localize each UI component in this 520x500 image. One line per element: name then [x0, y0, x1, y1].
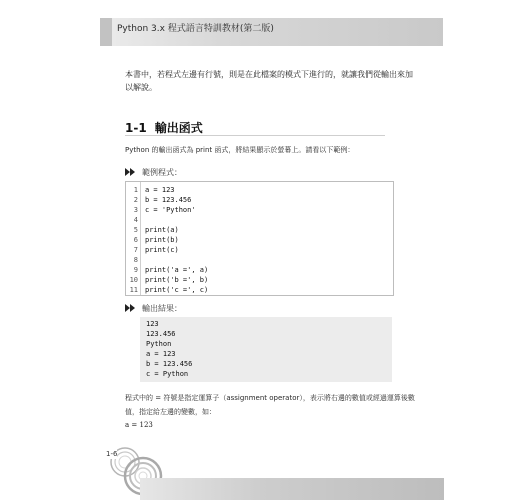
line-number: 6 [133, 236, 138, 244]
code-line [126, 255, 393, 265]
code-listing [125, 181, 394, 296]
code-line [126, 235, 393, 245]
code-text: a = 123 [145, 186, 175, 194]
code-line [126, 275, 393, 285]
section-title-text: 輸出函式 [154, 121, 203, 135]
line-number: 7 [133, 246, 138, 254]
code-line [126, 185, 393, 195]
intro-paragraph: 本書中，若程式左邊有行號，則是在此檔案的模式下進行的，就讓我們從輸出來加以解說。 [125, 70, 413, 92]
line-number: 10 [129, 276, 138, 284]
book-title: Python 3.x 程式語言特訓教材(第二版) [117, 24, 274, 34]
output-line: c = Python [146, 370, 189, 378]
code-text: print(b) [145, 236, 179, 244]
code-line [126, 225, 393, 235]
footer-bar [140, 478, 444, 500]
code-line [126, 265, 393, 275]
line-number: 2 [133, 196, 138, 204]
code-text: print('c =', c) [145, 286, 209, 294]
page-number: 1-6 [106, 450, 118, 458]
double-arrow-icon [125, 304, 138, 312]
code-text: c = 'Python' [145, 206, 196, 214]
line-number: 3 [133, 206, 138, 214]
code-line [126, 195, 393, 205]
code-line [126, 245, 393, 255]
assignment-example: a = 123 [125, 421, 153, 429]
example-label-text: 範例程式： [142, 168, 182, 177]
output-line: 123.456 [146, 330, 176, 338]
output-label-text: 輸出結果： [142, 304, 182, 313]
code-text: print('a =', a) [145, 266, 209, 274]
section-divider [125, 135, 385, 136]
code-line [126, 215, 393, 225]
section-number: 1-1 [125, 121, 147, 135]
code-line [126, 285, 393, 295]
output-line: 123 [146, 320, 159, 328]
section-heading [125, 121, 203, 135]
code-text: b = 123.456 [145, 196, 192, 204]
code-line [126, 205, 393, 215]
line-number: 5 [133, 226, 138, 234]
code-text: print('b =', b) [145, 276, 209, 284]
line-number: 4 [133, 216, 138, 224]
section-description: Python 的輸出函式為 print 函式，將結果顯示於螢幕上。請看以下範例： [125, 146, 355, 154]
example-label [125, 167, 182, 178]
output-result-box [140, 317, 392, 382]
double-arrow-icon [125, 168, 138, 176]
code-text: print(c) [145, 246, 179, 254]
line-number: 1 [133, 186, 138, 194]
output-line: Python [146, 340, 172, 348]
line-number: 11 [129, 286, 138, 294]
explanation-paragraph: 程式中的 = 符號是指定運算子（assignment operator），表示將右邊的數值或經過運算後數值，指定給左邊的變數，如： [125, 394, 415, 416]
output-line: b = 123.456 [146, 360, 193, 368]
output-line: a = 123 [146, 350, 176, 358]
code-text: print(a) [145, 226, 179, 234]
line-number: 8 [133, 256, 138, 264]
header-tab [100, 18, 112, 46]
line-number: 9 [133, 266, 138, 274]
output-label [125, 303, 182, 314]
